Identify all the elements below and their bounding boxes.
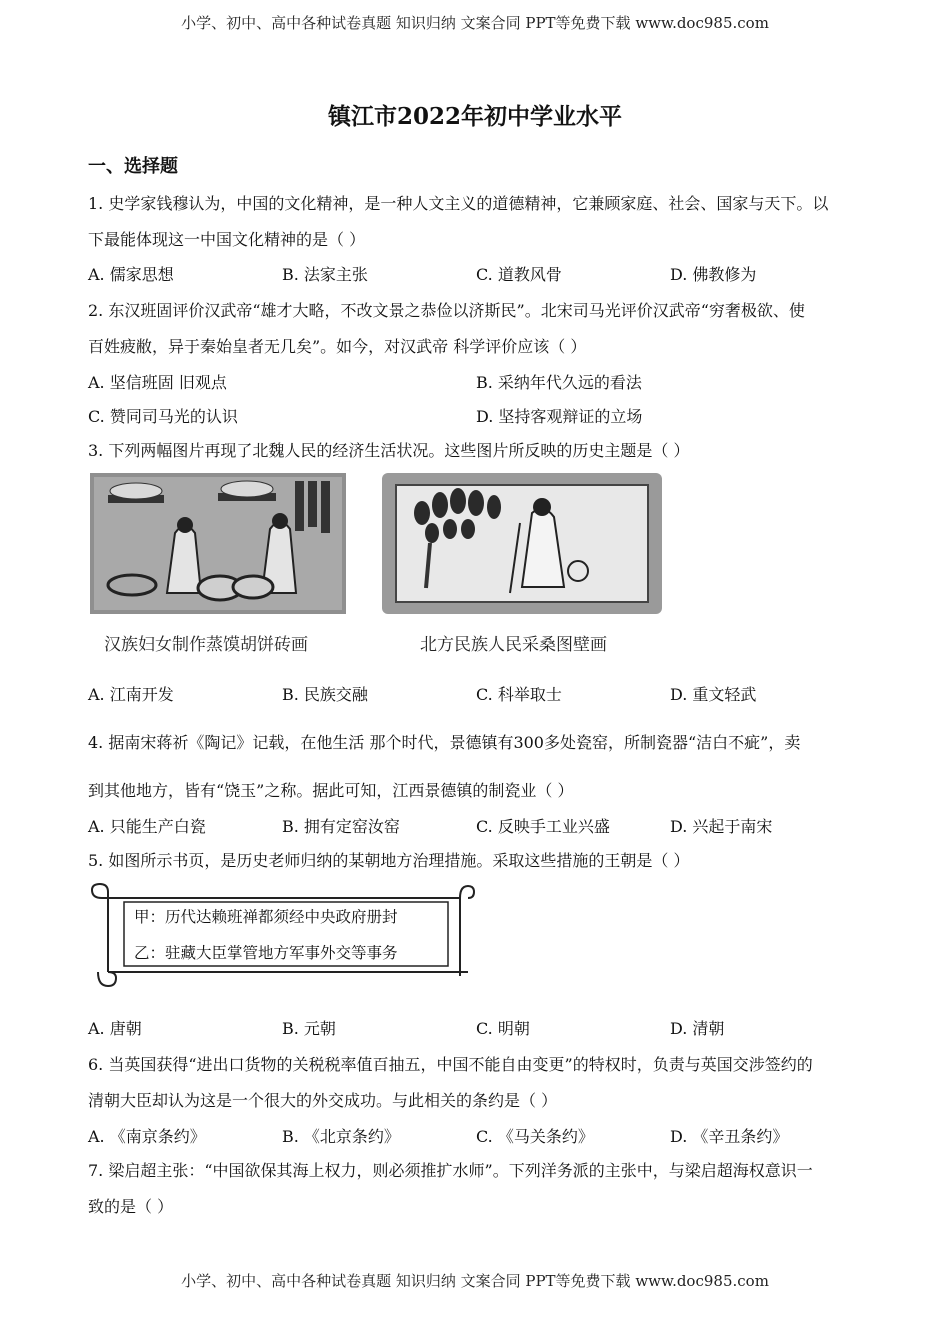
q4-option-c: C. 反映手工业兴盛 [476,817,610,836]
scroll-line-2: 乙：驻藏大臣掌管地方军事外交等事务 [134,944,398,962]
question-2-text-cont: 百姓疲敝，异于秦始皇者无几矣”。如今，对汉武帝 科学评价应该（ ） [88,337,587,356]
q2-option-c: C. 赞同司马光的认识 [88,407,238,426]
q2-option-d: D. 坚持客观辩证的立场 [476,407,643,426]
question-6-text: 6. 当英国获得“进出口货物的关税税率值百抽五，中国不能自由变更”的特权时，负责与英国交涉签约的 [88,1055,813,1074]
question-1-text-cont: 下最能体现这一中国文化精神的是（ ） [88,230,366,249]
q5-option-d: D. 清朝 [670,1019,725,1038]
q6-option-a: A. 《南京条约》 [88,1127,206,1146]
caption-left: 汉族妇女制作蒸馍胡饼砖画 [104,635,308,655]
q3-option-b: B. 民族交融 [282,685,368,704]
page-header: 小学、初中、高中各种试卷真题 知识归纳 文案合同 PPT等免费下载 www.doc985.com [181,14,769,32]
question-6-text-cont: 清朝大臣却认为这是一个很大的外交成功。与此相关的条约是（ ） [88,1091,558,1110]
q1-option-b: B. 法家主张 [282,265,368,284]
q1-option-a: A. 儒家思想 [88,265,174,284]
q2-option-a: A. 坚信班固 旧观点 [88,373,227,392]
q3-option-c: C. 科举取士 [476,685,562,704]
caption-right: 北方民族人民采桑图壁画 [420,635,607,655]
q4-option-d: D. 兴起于南宋 [670,817,773,836]
q2-option-b: B. 采纳年代久远的看法 [476,373,642,392]
q5-option-c: C. 明朝 [476,1019,530,1038]
question-1-text: 1. 史学家钱穆认为，中国的文化精神，是一种人文主义的道德精神，它兼顾家庭、社会、国家与天下。以 [88,194,829,213]
question-4-text-cont: 到其他地方，皆有“饶玉”之称。据此可知，江西景德镇的制瓷业（ ） [88,781,574,800]
question-3-text: 3. 下列两幅图片再现了北魏人民的经济生活状况。这些图片所反映的历史主题是（ ） [88,441,690,460]
question-7-text-cont: 致的是（ ） [88,1197,174,1216]
brick-painting-image [90,473,346,614]
q3-option-a: A. 江南开发 [88,685,174,704]
mulberry-mural-image [382,473,662,614]
question-5-text: 5. 如图所示书页，是历史老师归纳的某朝地方治理措施。采取这些措施的王朝是（ ） [88,851,690,870]
q4-option-b: B. 拥有定窑汝窑 [282,817,400,836]
q1-option-d: D. 佛教修为 [670,265,757,284]
scroll-page-figure [88,880,476,990]
q4-option-a: A. 只能生产白瓷 [88,817,206,836]
question-2-text: 2. 东汉班固评价汉武帝“雄才大略，不改文景之恭俭以济斯民”。北宋司马光评价汉武帝“穷奢极欲、使 [88,301,805,320]
page-title: 镇江市2022年初中学业水平 [327,103,622,130]
q6-option-c: C. 《马关条约》 [476,1127,594,1146]
q5-option-b: B. 元朝 [282,1019,336,1038]
question-7-text: 7. 梁启超主张：“中国欲保其海上权力，则必须推扩水师”。下列洋务派的主张中，与梁启超海权意识一 [88,1161,813,1180]
q5-option-a: A. 唐朝 [88,1019,142,1038]
q6-option-b: B. 《北京条约》 [282,1127,400,1146]
page-footer: 小学、初中、高中各种试卷真题 知识归纳 文案合同 PPT等免费下载 www.doc985.com [181,1272,769,1290]
scroll-line-1: 甲：历代达赖班禅都须经中央政府册封 [134,908,398,926]
q3-option-d: D. 重文轻武 [670,685,757,704]
section-heading: 一、选择题 [88,156,178,177]
q6-option-d: D. 《辛丑条约》 [670,1127,789,1146]
question-4-text: 4. 据南宋蒋祈《陶记》记载，在他生活 那个时代，景德镇有300多处瓷窑，所制瓷器“洁白不疵”，卖 [88,733,801,752]
q1-option-c: C. 道教风骨 [476,265,562,284]
